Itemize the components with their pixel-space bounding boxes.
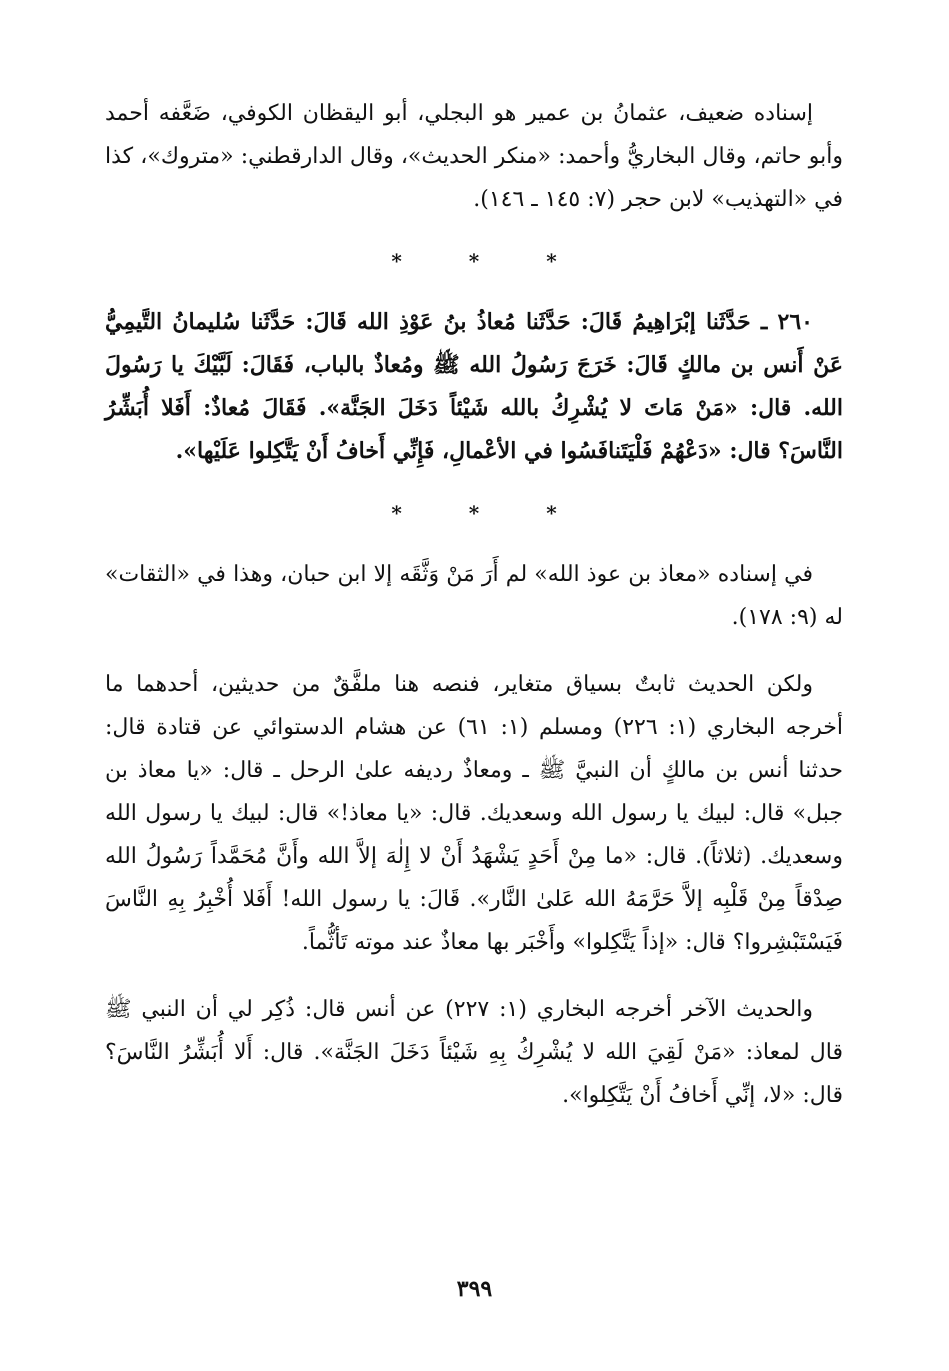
- paragraph-isnad-note: إسناده ضعيف، عثمانُ بن عمير هو البجلي، أبو اليقظان الكوفي، ضَعَّفه أحمد وأبو حاتم، وقال البخاريُّ وأحمد: «منكر الحديث»، وقال الدارقطني: «متروك»، كذا في «التهذيب» لابن حجر (٧: ١٤٥ ـ ١٤٦).: [105, 101, 843, 212]
- paragraph-first-hadith-source: ولكن الحديث ثابتٌ بسياق متغاير، فنصه هنا ملفَّقٌ من حديثين، أحدهما ما أخرجه البخاري (١: ٢٢٦) ومسلم (١: ٦١) عن هشام الدستوائي عن قتادة قال: حدثنا أنس بن مالكٍ أن النبيَّ ﷺ ـ ومعاذٌ رديفه علىٰ الرحل ـ قال: «يا معاذ بن جبل» قال: لبيك يا رسول الله وسعديك. قال: «يا معاذ!» قال: لبيك يا رسول الله وسعديك. (ثلاثاً). قال: «ما مِنْ أَحَدٍ يَشْهَدُ أَنْ لا إِلٰهَ إلاَّ الله وأَنَّ مُحَمَّداً رَسُولُ الله صِدْقاً مِنْ قَلْبِه إلاَّ حَرَّمَهُ الله عَلىٰ النَّار». قَالَ: يا رسول الله! أَفَلا أُخْبِرُ بِهِ النَّاسَ فَيَسْتَبْشِروا؟ قال: «إذاً يَتَّكِلوا» وأَخْبَر بها معاذٌ عند موته تَأثُّماً.: [105, 672, 844, 955]
- spacer: [105, 964, 843, 988]
- section-divider-stars: * * *: [391, 249, 587, 273]
- section-divider-stars: * * *: [391, 501, 587, 525]
- page-number: ٣٩٩: [456, 1276, 493, 1302]
- paragraph-isnad-commentary: في إسناده «معاذ بن عوذ الله» لم أَرَ مَنْ وَثَّقَه إلا ابن حبان، وهذا في «الثقات» له (٩: ١٧٨).: [105, 562, 843, 630]
- spacer: [105, 639, 843, 663]
- paragraph-second-hadith-source: والحديث الآخر أخرجه البخاري (١: ٢٢٧) عن أنس قال: ذُكِر لي أن النبي ﷺ قال لمعاذ: «مَنْ لَقِيَ الله لا يُشْرِكُ بِهِ شَيْئاً دَخَلَ الجَنَّة». قال: أَلا أُبَشِّرُ النَّاسَ؟ قال: «لا، إنِّي أَخافُ أَنْ يَتَّكِلوا».: [105, 997, 843, 1108]
- page-body: [105, 92, 843, 1292]
- hadith-text: ٢٦٠ ـ حَدَّثَنا إبْرَاهِيمُ قَالَ: حَدَّثَنا مُعاذُ بنُ عَوْذِ الله قَالَ: حَدَّثَنا سُليمانُ التَّيمِيُّ عَنْ أَنس بن مالكٍ قَالَ: خَرَجَ رَسُولُ الله ﷺ ومُعاذٌ بالباب، فَقَالَ: لَبَّيْكَ يا رَسُولَ الله. قال: «مَنْ مَاتَ لا يُشْرِكُ بالله شَيْئاً دَخَلَ الجَنَّة». فَقَالَ مُعاذٌ: أَفَلا أُبَشِّرُ النَّاسَ؟ قال: «دَعْهُمْ فَلْيَتَنافَسُوا في الأعْمالِ، فَإِنِّي أَخافُ أَنْ يَتَّكِلوا عَلَيْها».: [105, 309, 843, 464]
